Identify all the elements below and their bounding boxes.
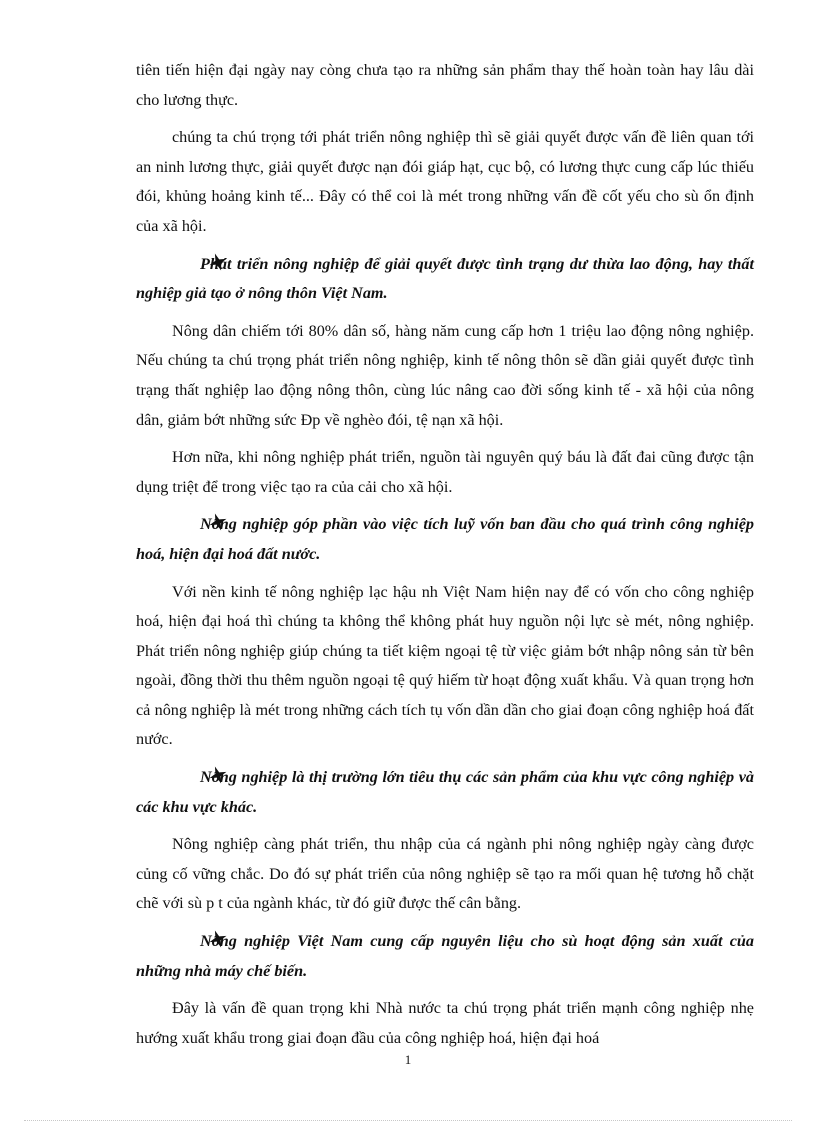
document-body <box>136 56 754 1061</box>
paragraph: Nông nghiệp càng phát triển, thu nhập của cá ngành phi nông nghiệp ngày càng được củng cố vững chắc. Do đó sự phát triển của nông nghiệp sẽ tạo ra mối quan hệ tương hỗ chặt chẽ với sù p t của ngành khác, từ đó giữ được thế cân bằng. <box>136 835 754 913</box>
section-heading <box>136 927 754 986</box>
paragraph: Hơn nữa, khi nông nghiệp phát triển, nguồn tài nguyên quý báu là đất đai cũng được tận dụng triệt để trong việc tạo ra của cải cho xã hội. <box>136 448 754 496</box>
section-heading <box>136 510 754 569</box>
paragraph: chúng ta chú trọng tới phát triển nông nghiệp thì sẽ giải quyết được vấn đề liên quan tới an ninh lương thực, giải quyết được nạn đói giáp hạt, cục bộ, có lương thực cung cấp lúc thiếu đói, khủng hoảng kinh tế... Đây có thể coi là mét trong những vấn đề cốt yếu cho sù ổn định của xã hội. <box>136 128 754 235</box>
four-point-star-bullet-icon <box>172 927 194 957</box>
section-heading <box>136 250 754 309</box>
section-heading-text: Nông nghiệp Việt Nam cung cấp nguyên liệu cho sù hoạt động sản xuất của những nhà máy chế biến. <box>136 932 754 980</box>
page-number: 1 <box>404 1052 412 1067</box>
paragraph: Đây là vấn đề quan trọng khi Nhà nước ta chú trọng phát triển mạnh công nghiệp nhẹ hướng xuất khẩu trong giai đoạn đầu của công nghiệp hoá, hiện đại hoá <box>136 999 754 1047</box>
four-point-star-bullet-icon <box>172 510 194 540</box>
paragraph: Với nền kinh tế nông nghiệp lạc hậu nh Việt Nam hiện nay để có vốn cho công nghiệp hoá, hiện đại hoá thì chúng ta không thể không phát huy nguồn nội lực sè mét, nông nghiệp. Phát triển nông nghiệp giúp chúng ta tiết kiệm ngoại tệ từ việc giảm bớt nhập nông sản từ bên ngoài, đồng thời thu thêm nguồn ngoại tệ quý hiếm từ hoạt động xuất khẩu. Và quan trọng hơn cả nông nghiệp là mét trong những cách tích tụ vốn dần dần cho giai đoạn công nghiệp hoá đất nước. <box>136 582 754 749</box>
footer-divider <box>24 1120 792 1121</box>
section-heading-text: Nông nghiệp là thị trường lớn tiêu thụ các sản phẩm của khu vực công nghiệp và các khu vực khác. <box>136 768 754 816</box>
four-point-star-bullet-icon <box>172 250 194 280</box>
paragraph: Nông dân chiếm tới 80% dân số, hàng năm cung cấp hơn 1 triệu lao động nông nghiệp. Nếu chúng ta chú trọng phát triển nông nghiệp, kinh tế nông thôn sẽ dần giải quyết được tình trạng thất nghiệp lao động nông thôn, cùng lúc nâng cao đời sống kinh tế - xã hội của nông dân, giảm bớt những sức Ðp về nghèo đói, tệ nạn xã hội. <box>136 321 754 429</box>
section-heading-text: Nông nghiệp góp phần vào việc tích luỹ vốn ban đầu cho quá trình công nghiệp hoá, hiện đại hoá đất nước. <box>136 515 754 563</box>
paragraph: tiên tiến hiện đại ngày nay còng chưa tạo ra những sản phẩm thay thế hoàn toàn hay lâu dài cho lương thực. <box>136 61 754 109</box>
section-heading-text: Phát triển nông nghiệp để giải quyết được tình trạng dư thừa lao động, hay thất nghiệp giả tạo ở nông thôn Việt Nam. <box>136 254 754 303</box>
four-point-star-bullet-icon <box>172 763 194 793</box>
section-heading <box>136 763 754 822</box>
